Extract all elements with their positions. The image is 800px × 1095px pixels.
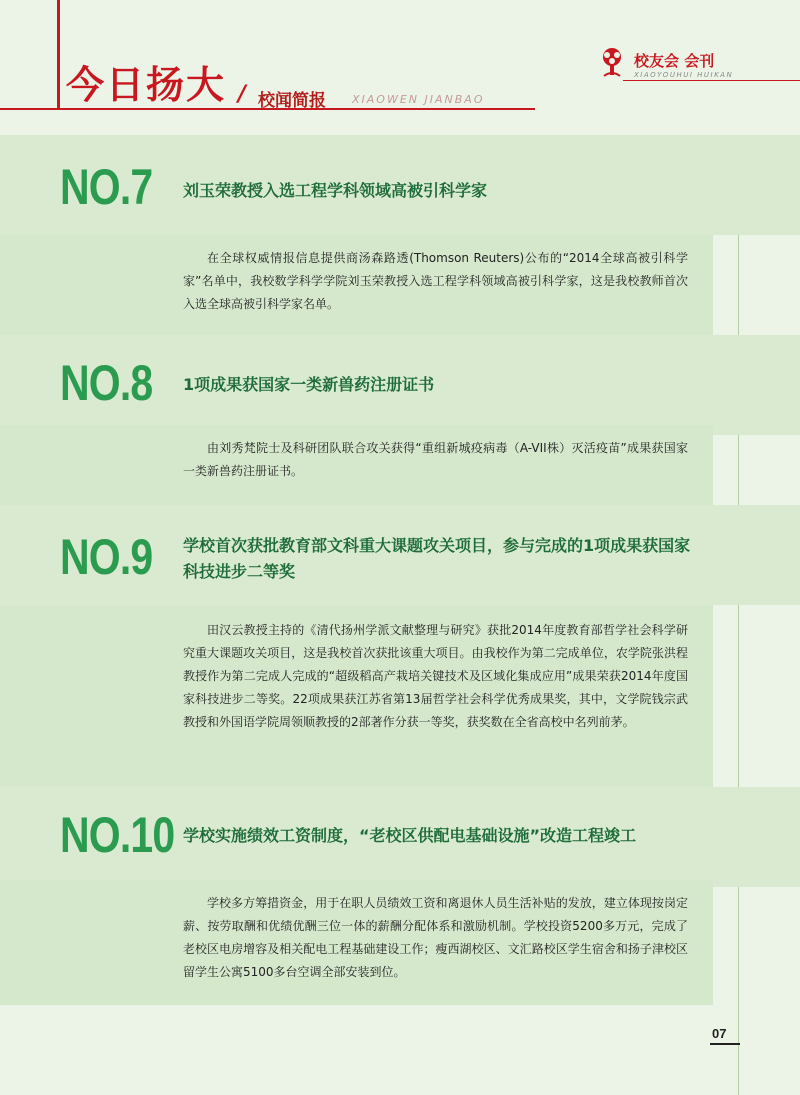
header-red-vertical-rule — [57, 0, 60, 110]
brand-name-english: XIAOYOUHUI HUIKAN — [634, 71, 734, 79]
news-item-9-title: 学校首次获批教育部文科重大课题攻关项目，参与完成的1项成果获国家科技进步二等奖 — [183, 536, 691, 581]
news-item-10-title: 学校实施绩效工资制度，“老校区供配电基础设施”改造工程竣工 — [183, 826, 637, 845]
title-separator: / — [238, 82, 247, 107]
news-item-9-body: 田汉云教授主持的《清代扬州学派文献整理与研究》获批2014年度教育部哲学社会科学研究重大课题攻关项目，这是我校首次获批该重大项目。由我校作为第二完成单位，农学院张洪程教授作为第二完成人完成的“超级稻高产栽培关键技术及区域化集成应用”成果荣获2014年度国家科技进步二等奖。22项成果获江苏省第13届哲学社会科学优秀成果奖，其中，文学院钱宗武教授和外国语学院周领顺教授的2部著作分获一等奖，获奖数在全省高校中名列前茅。 — [183, 623, 688, 729]
news-item-8-title: 1项成果获国家一类新兽药注册证书 — [183, 375, 435, 394]
publication-brand — [596, 44, 796, 80]
section-subtitle: 校闻简报 — [258, 91, 326, 111]
news-item-7-number: NO.7 — [60, 159, 153, 215]
page-number-underline — [710, 1043, 740, 1045]
news-item-7-title: 刘玉荣教授入选工程学科领域高被引科学家 — [183, 181, 488, 200]
news-item-8-number: NO.8 — [60, 355, 153, 411]
page-number: 07 — [712, 1026, 727, 1041]
brand-name: 校友会 会刊 — [634, 52, 715, 70]
alumni-logo-icon — [596, 46, 628, 78]
news-item-7-body: 在全球权威情报信息提供商汤森路透(Thomson Reuters)公布的“2014全球高被引科学家”名单中，我校数学科学学院刘玉荣教授入选工程学科领域高被引科学家，这是我校教师首次入选全球高被引科学家名单。 — [183, 251, 688, 311]
right-margin-rule — [738, 135, 739, 1095]
section-title: 今日扬大 — [66, 63, 227, 107]
brand-underline — [623, 80, 800, 81]
news-item-10-number: NO.10 — [60, 807, 175, 863]
section-subtitle-english: XIAOWEN JIANBAO — [352, 93, 485, 106]
news-item-10-body: 学校多方筹措资金，用于在职人员绩效工资和离退休人员生活补贴的发放，建立体现按岗定薪、按劳取酬和优绩优酬三位一体的薪酬分配体系和激励机制。学校投资5200多万元，完成了老校区电房增容及相关配电工程基础建设工作；瘦西湖校区、文汇路校区学生宿舍和扬子津校区留学生公寓5100多台空调全部安装到位。 — [183, 896, 688, 979]
news-item-9-number: NO.9 — [60, 529, 153, 585]
news-item-8-body: 由刘秀梵院士及科研团队联合攻关获得“重组新城疫病毒（A-VII株）灭活疫苗”成果获国家一类新兽药注册证书。 — [183, 441, 688, 478]
